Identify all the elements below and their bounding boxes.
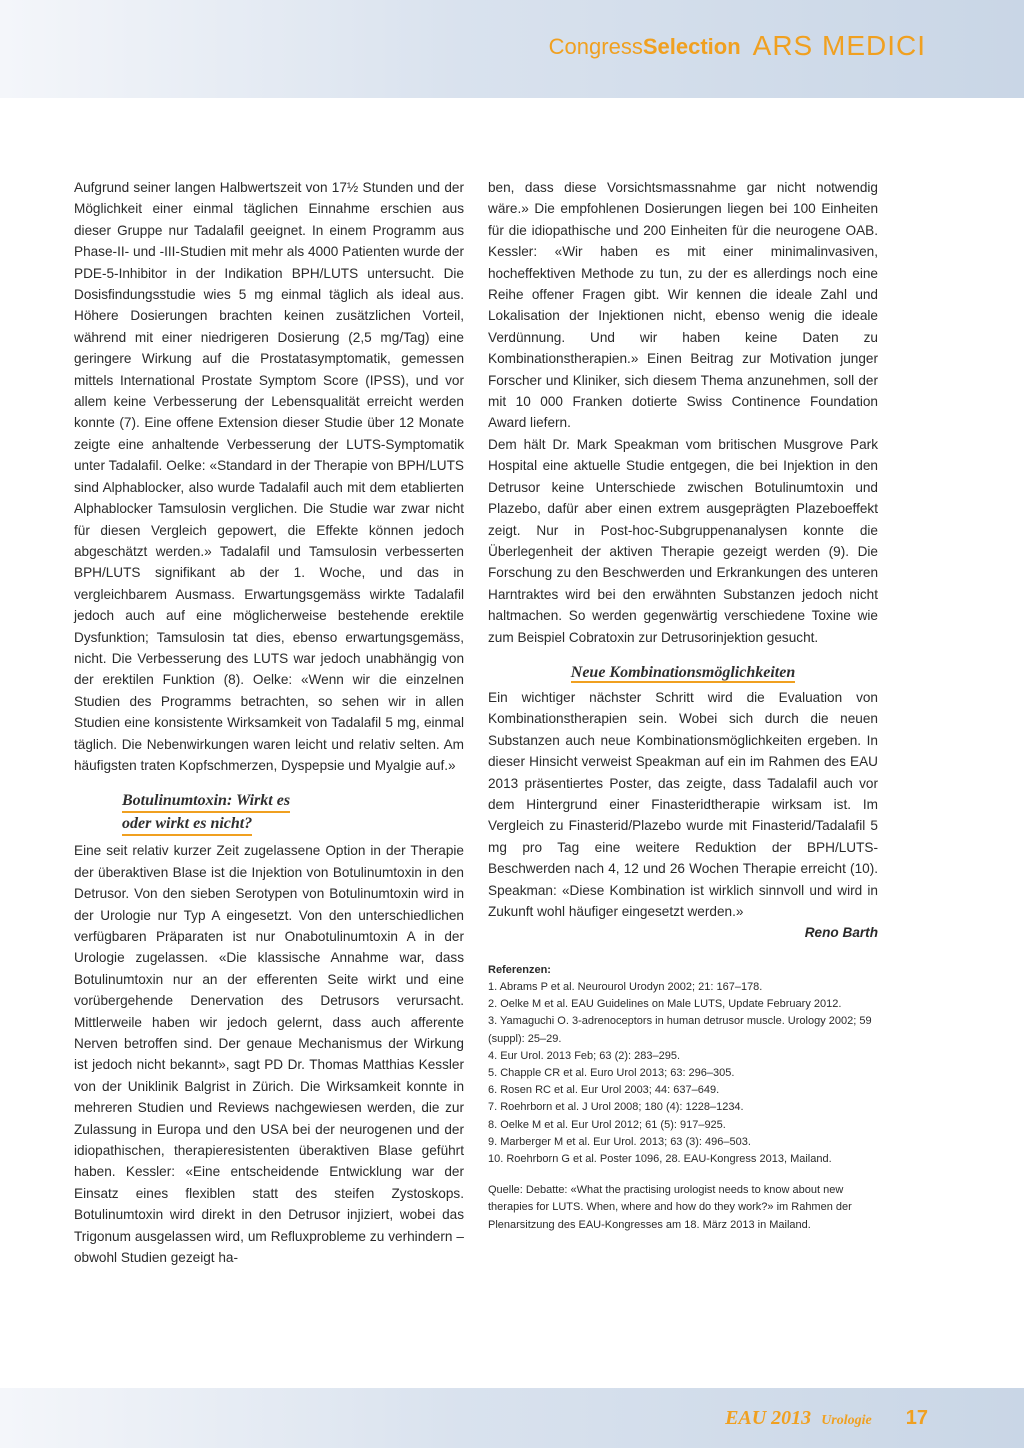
source-note: Quelle: Debatte: «What the practising urologist needs to know about new therapies for LUTS. When, where and how do they work?» im Rahmen der Plenarsitzung des EAU-Kongresses am 18. März 2013 in Mailand. xyxy=(488,1184,852,1231)
right-paragraph-1: ben, dass diese Vorsichtsmassnahme gar nicht notwendig wäre.» Die empfohlenen Dosierungen liegen bei 100 Einheiten für die idiopathische und 200 Einheiten für die neurogene OAB. Kessler: «Wir haben es mit einer minimalinvasiven, hocheffektiven Methode zu tun, zu der es allerdings noch eine Reihe offener Fragen gibt. Wir kennen die ideale Zahl und Lokalisation der Injektionen nicht, ebenso wenig die ideale Verdünnung. Und wir haben keine Daten zu Kombinationstherapien.» Einen Beitrag zur Motivation junger Forscher und Kliniker, sich diesem Thema anzunehmen, soll der mit 10 000 Franken dotierte Swiss Continence Foundation Award liefern. xyxy=(488,180,878,431)
reference-item: 5. Chapple CR et al. Euro Urol 2013; 63: 296–305. xyxy=(488,1067,735,1080)
heading-text: Neue Kombinationsmöglichkeiten xyxy=(570,663,796,681)
section-heading-botulinumtoxin xyxy=(74,790,464,836)
right-paragraph-2: Dem hält Dr. Mark Speakman vom britischen Musgrove Park Hospital eine aktuelle Studie entgegen, die bei Injektion in den Detrusor keine Unterschiede zwischen Botulinumtoxin und Plazebo, dafür aber einen extrem ausgeprägten Plazeboeffekt zeigt. Nur in Post-hoc-Subgruppenanalysen konnte die Überlegenheit der aktiven Therapie gezeigt werden (9). Die Forschung zu den Beschwerden und Erkrankungen des unteren Harntraktes wird bei den erwähnten Substanzen jedoch nicht haltmachen. So werden gegenwärtig verschiedene Toxine wie zum Beispiel Cobratoxin zur Detrusorinjektion gesucht. xyxy=(488,436,878,645)
references-block xyxy=(488,962,878,1168)
ars-medici-logo: ARS MEDICI xyxy=(752,30,926,61)
brand-selection: Selection xyxy=(642,34,741,59)
reference-item: 10. Roehrborn G et al. Poster 1096, 28. EAU-Kongress 2013, Mailand. xyxy=(488,1153,832,1166)
page-footer xyxy=(725,1407,928,1430)
right-paragraph-3: Ein wichtiger nächster Schritt wird die Evaluation von Kombinationstherapien sein. Wobei sich durch die neuen Substanzen auch neue Kombinationsmöglichkeiten ergeben. In dieser Hinsicht verweist Speakman auf ein im Rahmen des EAU 2013 präsentiertes Poster, das zeigte, dass Tadalafil auch vor dem Hintergrund einer Finasteridtherapie wirksam ist. Im Vergleich zu Finasterid/Plazebo wurde mit Finasterid/Tadalafil 5 mg pro Tag eine weitere Reduktion der BPH/LUTS-Beschwerden nach 4, 12 und 26 Wochen Therapie erreicht (10). Speakman: «Diese Kombination ist wirklich sinnvoll und wird in Zukunft wohl häufiger eingesetzt werden.» xyxy=(488,689,878,919)
reference-item: 6. Rosen RC et al. Eur Urol 2003; 44: 637–649. xyxy=(488,1084,720,1097)
reference-item: 4. Eur Urol. 2013 Feb; 63 (2): 283–295. xyxy=(488,1049,681,1062)
page-number: 17 xyxy=(905,1407,928,1429)
footer-event: EAU 2013 xyxy=(725,1407,812,1429)
reference-item: 9. Marberger M et al. Eur Urol. 2013; 63 (3): 496–503. xyxy=(488,1135,751,1148)
heading-line-2: oder wirkt es nicht? xyxy=(122,813,252,836)
reference-item: 1. Abrams P et al. Neurourol Urodyn 2002; 21: 167–178. xyxy=(488,981,763,994)
header-brand xyxy=(549,24,926,60)
right-column xyxy=(488,177,878,1234)
references-heading: Referenzen: xyxy=(488,963,551,976)
brand-title xyxy=(549,34,741,60)
reference-item: 8. Oelke M et al. Eur Urol 2012; 61 (5): 917–925. xyxy=(488,1118,726,1131)
references-list xyxy=(488,979,878,1168)
footer-section: Urologie xyxy=(821,1413,872,1428)
left-paragraph-1: Aufgrund seiner langen Halbwertszeit von 17½ Stunden und der Möglichkeit einer einmal täglichen Einnahme erschien aus dieser Gruppe nur Tadalafil geeignet. In einem Programm aus Phase-II- und -III-Studien mit mehr als 4000 Patienten wurde der PDE-5-Inhibitor in der Indikation BPH/LUTS untersucht. Die Dosisfindungsstudie wies 5 mg einmal täglich als ideal aus. Höhere Dosierungen brachten keinen zusätzlichen Vorteil, während mit einer niedrigeren Dosierung (2,5 mg/Tag) eine geringere Wirkung auf die Prostatasymptomatik, gemessen mittels International Prostate Symptom Score (IPSS), und vor allem keine Verbesserung der Lebensqualität erreicht werden konnte (7). Eine offene Extension dieser Studie über 12 Monate zeigte eine anhaltende Verbesserung der LUTS-Symptomatik unter Tadalafil. Oelke: «Standard in der Therapie von BPH/LUTS sind Alphablocker, also wurde Tadalafil auch mit dem etablierten Alphablocker Tamsulosin verglichen. Die Studie war zwar nicht für diesen Vergleich gepowert, die Effekte können jedoch abgeschätzt werden.» Tadalafil und Tamsulosin verbesserten BPH/LUTS signifikant ab der 1. Woche, und das in vergleichbarem Ausmass. Erwartungsgemäss wirkte Tadalafil jedoch auch auf eine möglicherweise bestehende erektile Dysfunktion; Tamsulosin tat dies, ebenso erwartungsgemäss, nicht. Die Verbesserung des LUTS war jedoch unabhängig von der erektilen Funktion (8). Oelke: «Wenn wir die einzelnen Studien des Programms betrachten, so sehen wir in allen Studien eine konsistente Wirksamkeit von Tadalafil 5 mg, einmal täglich. Die Nebenwirkungen waren leicht und relativ selten. Am häufigsten traten Kopfschmerzen, Dyspepsie und Myalgie auf.» xyxy=(74,180,464,773)
left-paragraph-2: Eine seit relativ kurzer Zeit zugelassene Option in der Therapie der überaktiven Blase ist die Injektion von Botulinumtoxin in den Detrusor. Von den sieben Serotypen von Botulinumtoxin wird in der Urologie nur Typ A eingesetzt. Von den unterschiedlichen verfügbaren Präparaten ist nur Onabotulinumtoxin A in der Urologie zugelassen. «Die klassische Annahme war, dass Botulinumtoxin nur an der efferenten Seite wirkt und eine vorübergehende Denervation des Detrusors verursacht. Mittlerweile haben wir jedoch gelernt, dass auch afferente Nerven betroffen sind. Der genaue Mechanismus der Wirkung ist jedoch nicht bekannt», sagt PD Dr. Thomas Matthias Kessler von der Uniklinik Balgrist in Zürich. Die Wirksamkeit konnte in mehreren Studien und Reviews nachgewiesen werden, die zur Zulassung in Europa und den USA bei der neurogenen und der idiopathischen, therapieresistenten überaktiven Blase geführt haben. Kessler: «Eine entscheidende Entwicklung war der Einsatz eines flexiblen statt des steifen Zystoskops. Botulinumtoxin wird direkt in den Detrusor injiziert, wobei das Trigonum ausgelassen wird, um Refluxprobleme zu verhindern – obwohl Studien gezeigt ha- xyxy=(74,843,464,1266)
reference-item: 2. Oelke M et al. EAU Guidelines on Male LUTS, Update February 2012. xyxy=(488,998,842,1011)
reference-item: 7. Roehrborn et al. J Urol 2008; 180 (4): 1228–1234. xyxy=(488,1101,744,1114)
left-column xyxy=(74,177,464,1269)
author-name: Reno Barth xyxy=(804,925,878,941)
section-heading-kombination xyxy=(488,662,878,683)
reference-item: 3. Yamaguchi O. 3-adrenoceptors in human detrusor muscle. Urology 2002; 59 (suppl): 25–29. xyxy=(488,1015,872,1045)
brand-congress: Congress xyxy=(548,34,643,59)
heading-line-1: Botulinumtoxin: Wirkt es xyxy=(122,790,290,813)
